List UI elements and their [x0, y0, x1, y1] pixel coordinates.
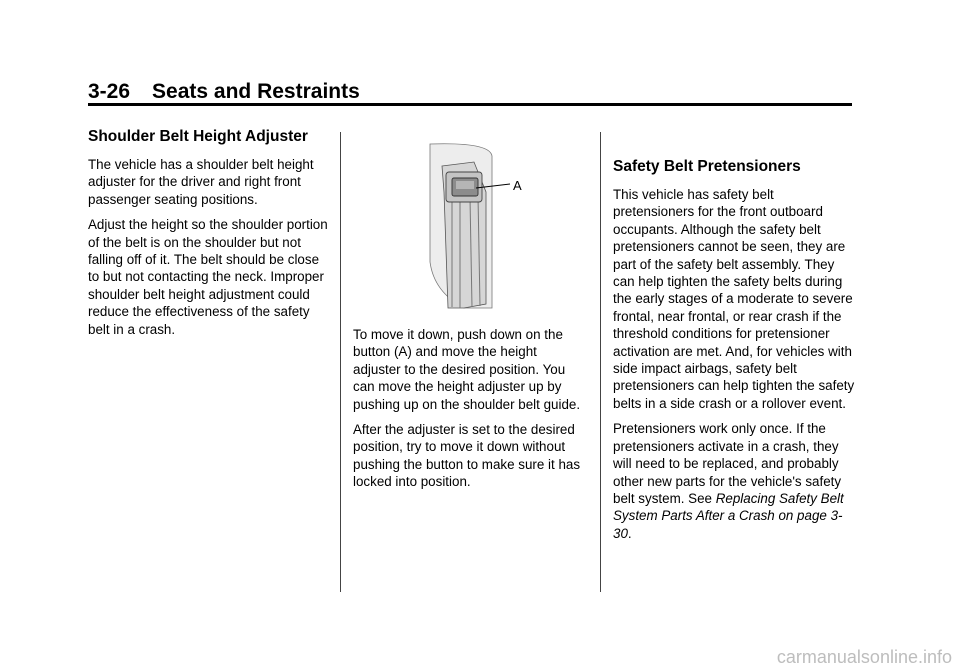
callout-label-a: A: [513, 178, 522, 193]
column-divider: [600, 132, 601, 592]
column-pretensioners: [613, 158, 855, 550]
paragraph: Adjust the height so the shoulder portion of the belt is on the shoulder but not falling off of it. The belt should be close to but not contacting the neck. Improper shoulder belt height adjustment could reduce the effectiveness of the safety belt in a crash.: [88, 217, 328, 337]
page-header: [88, 78, 852, 106]
shoulder-belt-adjuster-illustration: [352, 132, 592, 312]
page-number: 3-26: [88, 80, 131, 103]
column-divider: [340, 132, 341, 592]
paragraph: To move it down, push down on the button (A) and move the height adjuster to the desired position. You can move the height adjuster up by pushing up on the shoulder belt guide.: [353, 327, 581, 412]
paragraph: After the adjuster is set to the desired position, try to move it down without pushing the button to make sure it has locked into position.: [353, 422, 581, 490]
paragraph-text: Pretensioners work only once. If the pretensioners activate in a crash, they will need to be replaced, and probably other new parts for the vehicle's safety belt system. See: [613, 421, 842, 506]
paragraph: The vehicle has a shoulder belt height adjuster for the driver and right front passenger seating positions.: [88, 157, 314, 207]
paragraph: This vehicle has safety belt pretensioners for the front outboard occupants. Although the safety belt pretensioners cannot be seen, they are part of the safety belt assembly. They can help tighten the safety belts during the early stages of a moderate to severe frontal, near frontal, or rear crash if the threshold conditions for pretensioner activation are met. And, for vehicles with side impact airbags, safety belt pretensioners can help tighten the safety belts in a side crash or a rollover event.: [613, 187, 855, 411]
section-title: Seats and Restraints: [152, 80, 360, 103]
watermark: carmanualsonline.info: [776, 647, 952, 667]
cross-reference-link[interactable]: Replacing Safety Belt System Parts After a Crash on page 3-30: [613, 490, 844, 541]
paragraph-end: .: [627, 525, 632, 541]
column-adjuster-instructions: [353, 326, 588, 499]
column-shoulder-belt: [88, 128, 328, 346]
heading-safety-belt-pretensioners: Safety Belt Pretensioners: [613, 158, 801, 175]
header-rule: [88, 103, 852, 106]
paragraph: [613, 420, 855, 542]
heading-shoulder-belt-height-adjuster: Shoulder Belt Height Adjuster: [88, 128, 308, 145]
